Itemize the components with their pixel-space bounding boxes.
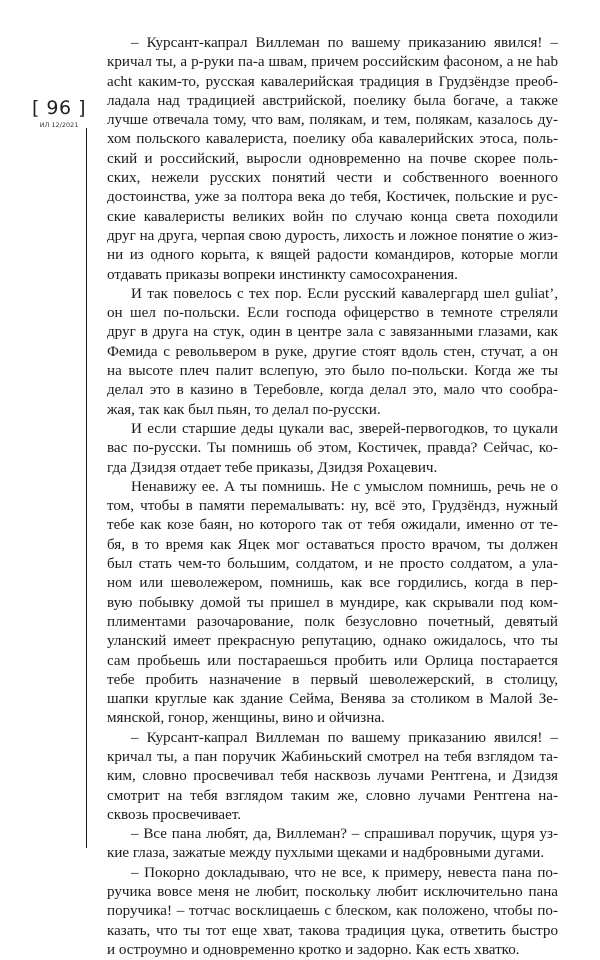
paragraph bbox=[107, 478, 558, 729]
text-line: поручика! – тотчас восклицаешь с блеском, как положено, чтобы по- bbox=[107, 903, 558, 920]
text-line: лучше отвечала тому, что вам, полякам, и тем, полякам, казалось ду- bbox=[107, 112, 558, 129]
text-line: ладала над традицией австрийской, поелику была богаче, а также bbox=[107, 92, 558, 109]
text-line: бя, в то время как Яцек мог оставаться просто врачом, ты должен bbox=[107, 536, 558, 553]
text-line: – Курсант-капрал Виллеман по вашему приказанию явился! – bbox=[131, 35, 558, 51]
text-line: мянской, гонор, женщины, вино и ойчизна. bbox=[107, 710, 385, 727]
text-line: казать, что ты тот еще хват, такова традиция цука, ответить быстро bbox=[107, 922, 558, 939]
text-line: ские кавалеристы великих войн по случаю конца света походили bbox=[107, 208, 558, 225]
text-line: ский и российский, выросли одновременно на почве скорее поль- bbox=[107, 150, 558, 167]
text-line: и остроумно и одновременно кротко и задорно. Как есть хватко. bbox=[107, 941, 520, 958]
text-line: кричал ты, а р-руки па-а швам, причем российским фасоном, а не hab bbox=[107, 54, 558, 71]
text-line: И если старшие деды цукали вас, зверей-первогодков, то цукали bbox=[131, 420, 558, 437]
text-line: достоинства, уже за полтора века до тебя, Костичек, польские и рус- bbox=[107, 189, 558, 206]
paragraph bbox=[107, 825, 558, 864]
text-line: жая, так как был пьян, то делал по-русски. bbox=[107, 401, 381, 418]
issue-label: ИЛ 12/2021 bbox=[39, 121, 79, 129]
text-line: – Покорно докладываю, что не все, к примеру, невеста пана по- bbox=[131, 864, 558, 881]
margin-vertical-rule bbox=[86, 128, 87, 848]
text-line: – Все пана любят, да, Виллеман? – спрашивал поручик, щуря уз- bbox=[131, 826, 558, 843]
text-line: Ненавижу ее. А ты помнишь. Не с умыслом помнишь, речь не о bbox=[131, 478, 558, 495]
text-line: хом польского кавалериста, поелику оба кавалерийских этоса, поль- bbox=[107, 131, 558, 148]
body-text bbox=[107, 34, 558, 960]
text-line: ручика вовсе меня не любит, поскольку любит исключительно пана bbox=[107, 884, 558, 901]
text-line: тебе пробить назначение в первый шеволежерский, в столицу, bbox=[107, 671, 558, 688]
text-line: ских, нежели русских понятий чести и собственного военного bbox=[107, 170, 558, 187]
paragraph bbox=[107, 864, 558, 960]
text-line: – Курсант-капрал Виллеман по вашему приказанию явился! – bbox=[131, 729, 558, 746]
text-line: отдавать приказы вопреки инстинкту самосохранения. bbox=[107, 266, 458, 283]
text-line: тебе как козе баян, но которого так от тебя ожидали, именно от те- bbox=[107, 517, 558, 534]
text-line: том, чтобы в памяти перемалывать: ну, всё это, Грудзёндз, нужный bbox=[107, 498, 558, 515]
text-line: на высоте плеч палит вслепую, это было по-польски. Когда же ты bbox=[107, 363, 558, 380]
text-line: кие глаза, зажатые между пухлыми щеками и надбровными дугами. bbox=[107, 845, 545, 862]
text-line: И так повелось с тех пор. Если русский кавалергард шел guliat’, bbox=[131, 285, 558, 302]
text-line: кричал ты, а пан поручик Жабиньский смотрел на тебя взглядом та- bbox=[107, 748, 558, 765]
text-line: друг в друга на стук, один в центре зала с завязанными глазами, как bbox=[107, 324, 558, 341]
text-line: acht каким-то, русская кавалерийская традиция в Грудзёндзе преоб- bbox=[107, 73, 558, 90]
text-line: ном или шеволежером, помнишь, как все гордились, когда в пер- bbox=[107, 575, 558, 592]
text-line: друг на друга, черпая свою дурость, лихость и ложное понятие о жиз- bbox=[107, 227, 558, 244]
text-line: делал это в казино в Теребовле, когда делал это, мало что сообра- bbox=[107, 382, 558, 399]
text-line: Фемида с револьвером в руке, другие стоят вдоль стен, стучат, а он bbox=[107, 343, 558, 360]
text-line: шапки круглые как здание Сейма, Венява за столиком в Малой Зе- bbox=[107, 691, 558, 708]
paragraph bbox=[107, 729, 558, 825]
text-line: гда Дзидзя отдает тебе приказы, Дзидзя Рохацевич. bbox=[107, 459, 438, 476]
paragraph bbox=[107, 34, 558, 285]
text-line: ни из одного корыта, к вящей радости командиров, которые могли bbox=[107, 247, 558, 264]
paragraph bbox=[107, 420, 558, 478]
text-line: смотрит на тебя взглядом таким же, словно лучами Рентгена на- bbox=[107, 787, 558, 804]
text-line: вую побывку домой ты пришел в мундире, как скрывали под ком- bbox=[107, 594, 558, 611]
text-line: вас по-русски. Ты помнишь об этом, Костичек, правда? Сейчас, ко- bbox=[107, 440, 558, 457]
text-line: был стать чем-то большим, солдатом, и не просто солдатом, а ула- bbox=[107, 556, 558, 573]
page-number: [ 96 ] bbox=[31, 97, 87, 119]
text-line: он шел по-польски. Если господа офицерство в темноте стреляли bbox=[107, 305, 558, 322]
paragraph bbox=[107, 285, 558, 420]
text-line: сквозь просвечивает. bbox=[107, 806, 242, 823]
text-line: плиментами разочарование, полк безусловно почетный, девятый bbox=[107, 613, 558, 630]
text-line: сам пробьешь или постараешься пробить или Орлица постарается bbox=[107, 652, 558, 669]
text-line: ким, словно просвечивал тебя насквозь лучами Рентгена, и Дзидзя bbox=[107, 768, 558, 785]
page-margin-block bbox=[30, 97, 88, 129]
text-line: уланский имеет прекрасную репутацию, однако ожидалось, что ты bbox=[107, 633, 558, 650]
